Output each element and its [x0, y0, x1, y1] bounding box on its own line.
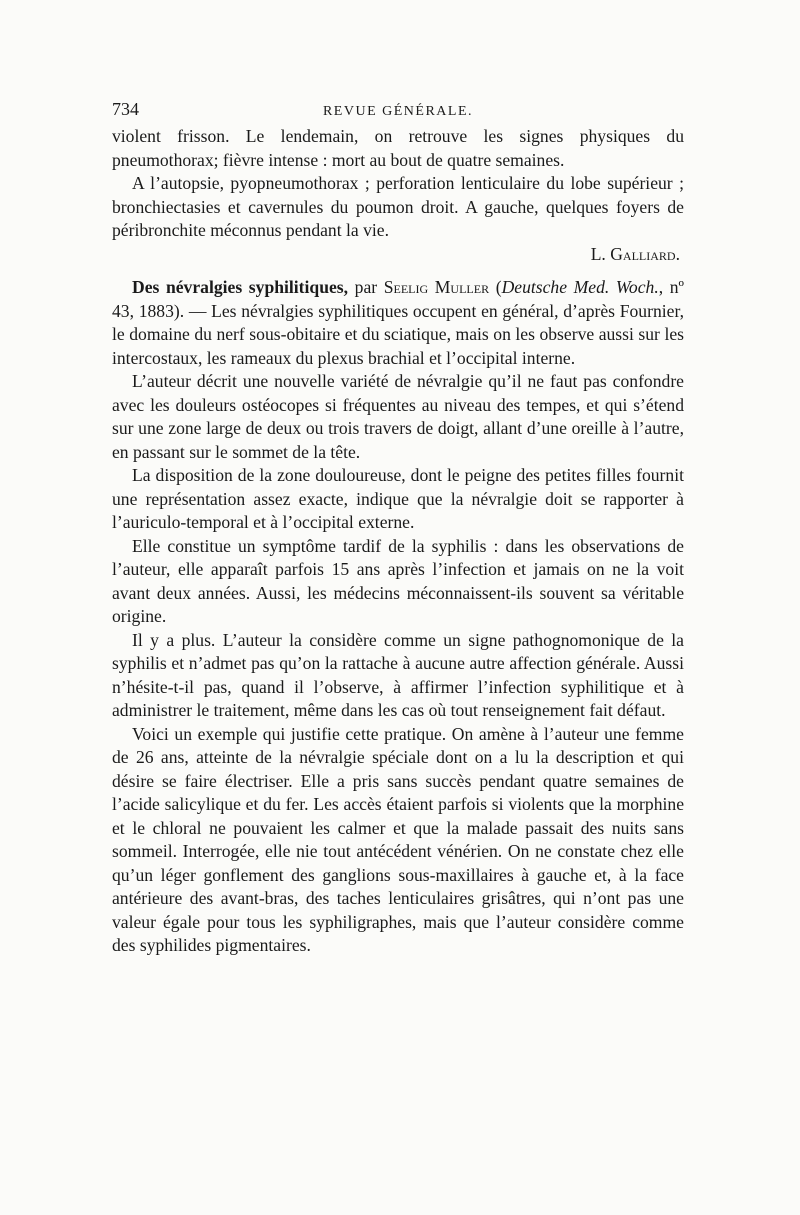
article-citation: , nº 43, 1883). — Les névralgies syphilitiques occupent en général, d’après Fournier, le domaine du nerf sous-obitaire et du sciatique, mais on les observe aussi sur les intercostaux, les rameaux du plexus brachial et l’occipital interne.	[112, 277, 685, 368]
article-intro-paragraph	[112, 276, 684, 370]
article-author: Seelig Muller	[383, 277, 490, 297]
signature-name: L. Galliard.	[590, 243, 680, 264]
body-paragraph-disposition: La disposition de la zone douloureuse, dont le peigne des petites filles fournit une représentation assez exacte, indique que la névralgie doit se rapporter à l’auriculo-temporal et à l’occipital externe.	[112, 465, 684, 532]
author-signature	[112, 243, 684, 267]
article-title: Des névralgies syphilitiques,	[132, 277, 349, 297]
autopsy-paragraph: A l’autopsie, pyopneumothorax ; perforation lenticulaire du lobe supérieur ; bronchiectasies et cavernules du poumon droit. A gauche, quelques foyers de péribronchite méconnus pendant la vie.	[112, 173, 684, 240]
continued-paragraph: violent frisson. Le lendemain, on retrouve les signes physiques du pneumothorax; fièvre intense : mort au bout de quatre semaines.	[112, 126, 684, 170]
text-column	[112, 96, 684, 958]
body-paragraph-symptom: Elle constitue un symptôme tardif de la syphilis : dans les observations de l’auteur, elle apparaît parfois 15 ans après l’infection et jamais on ne la voit avant deux années. Aussi, les médecins méconnaissent-ils souvent sa véritable origine.	[112, 535, 684, 626]
body-paragraph-diagnosis: Il y a plus. L’auteur la considère comme un signe pathognomonique de la syphilis et n’admet pas qu’on la rattache à aucune autre affection générale. Aussi n’hésite-t-il pas, quand il l’observe, à affirmer l’infection syphilitique et à administrer le traitement, même dans les cas où tout renseignement fait défaut.	[112, 629, 684, 720]
article-by: par	[348, 277, 384, 297]
body-paragraph-example: Voici un exemple qui justifie cette pratique. On amène à l’auteur une femme de 26 ans, atteinte de la névralgie spéciale dont on a lu la description et qui désire se faire électriser. Elle a pris sans succès pendant quatre semaines de l’acide salicylique et du fer. Les accès étaient parfois si violents que la morphine et le chloral ne pouvaient les calmer et que la malade passait des nuits sans sommeil. Interrogée, elle nie tout antécédent vénérien. On ne constate chez elle qu’un léger gonflement des ganglions sous-maxillaires à gauche et, à la face antérieure des avant-bras, des taches lenticulaires grisâtres, qui n’ont pas une valeur égale pour tous les syphiligraphes, mais que l’auteur considère comme des syphilides pigmentaires.	[112, 723, 684, 955]
article-open-paren: (	[489, 277, 502, 297]
running-title: REVUE GÉNÉRALE.	[322, 104, 474, 119]
page-number: 734	[112, 99, 139, 119]
running-head	[112, 96, 684, 125]
body-paragraph-description: L’auteur décrit une nouvelle variété de névralgie qu’il ne faut pas confondre avec les douleurs ostéocopes si fréquentes au niveau des tempes, et qui s’étend sur une zone large de deux ou trois travers de doigt, allant d’une oreille à l’autre, en passant sur le sommet de la tête.	[112, 371, 684, 462]
article-journal: Deutsche Med. Woch.	[501, 277, 659, 297]
